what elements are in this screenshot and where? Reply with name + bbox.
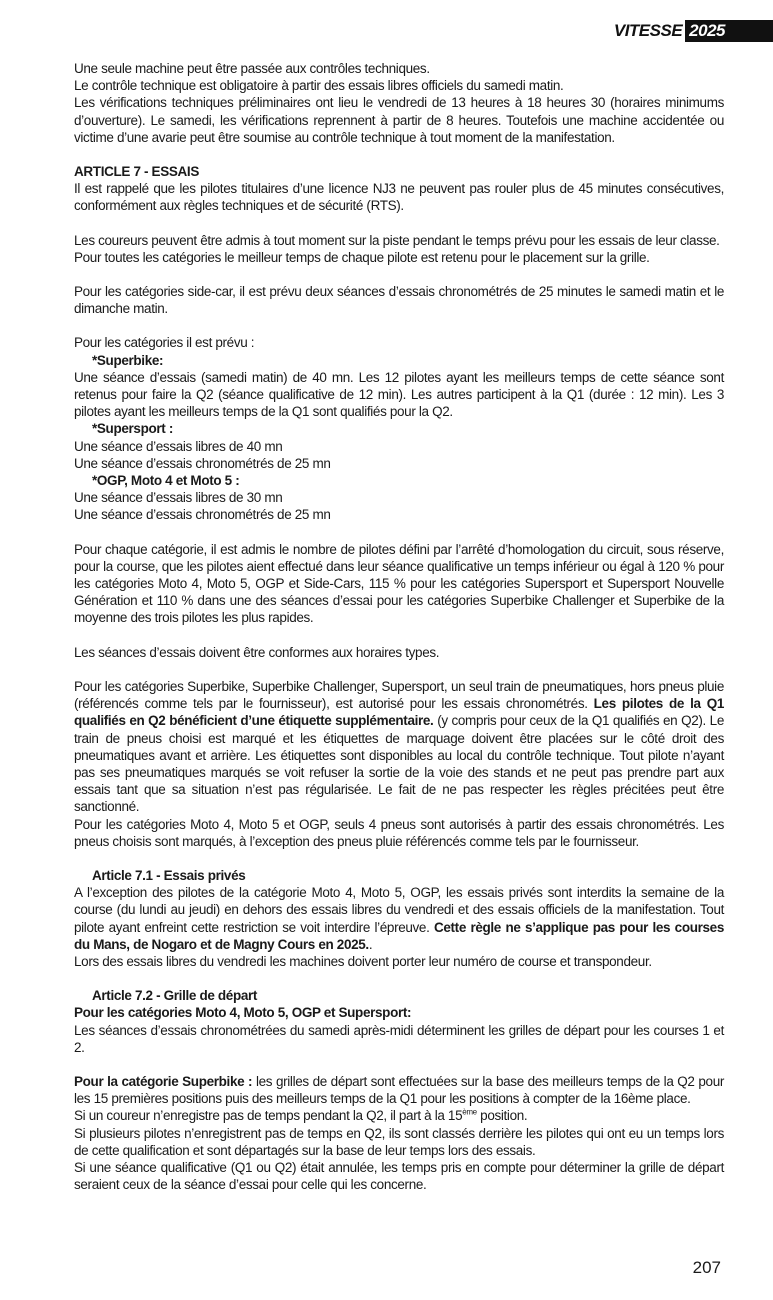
list-line: Une séance d’essais chronométrés de 25 mn xyxy=(74,455,331,471)
text-run: position. xyxy=(476,1108,528,1124)
intro-paragraph: Une seule machine peut être passée aux contrôles techniques. xyxy=(74,61,430,76)
list-line: Une séance d’essais libres de 30 mn xyxy=(74,490,283,506)
page-body xyxy=(74,60,724,1193)
paragraph: Il est rappelé que les pilotes titulaires d’une licence NJ3 ne peuvent pas rouler plus de 45 minutes consécutives, conformément aux règles techniques et de sécurité (RTS). xyxy=(74,181,724,214)
subheading: Pour les catégories Moto 4, Moto 5, OGP et Supersport: xyxy=(74,1005,412,1021)
intro-paragraph: Le contrôle technique est obligatoire à partir des essais libres officiels du samedi matin. xyxy=(74,78,564,94)
text-run: les grilles de départ sont effectuées sur la base des meilleurs temps de la Q2 pour les 15 premières positions puis des meilleurs temps de la Q1 pour les positions à compter de la 16ème place. xyxy=(74,1073,724,1107)
paragraph: Si une séance qualificative (Q1 ou Q2) était annulée, les temps pris en compte pour déterminer la grille de départ seraient ceux de la séance d’essai pour celle qui les concerne. xyxy=(74,1159,724,1193)
article-7-heading: ARTICLE 7 - ESSAIS xyxy=(74,164,199,180)
running-header xyxy=(614,19,773,43)
bold-run: Les pilotes de la Q1 qualifiés en Q2 bénéficient d’une étiquette supplémentaire. xyxy=(74,696,724,729)
paragraph: Une séance d’essais (samedi matin) de 40 mn. Les 12 pilotes ayant les meilleurs temps de cette séance sont retenus pour faire la Q2 (séance qualificative de 12 min). Les autres participent à la Q1 (durée : 12 min). Les 3 pilotes ayant les meilleurs temps de la Q1 sont qualifiés pour la Q2. xyxy=(74,369,724,420)
paragraph: Pour les catégories il est prévu : xyxy=(74,335,255,351)
text-run: A l’exception des pilotes de la catégorie Moto 4, Moto 5, OGP, les essais privés sont interdits la semaine de la course (du lundi au jeudi) en dehors des essais libres du vendredi et des essais officiels de la manifestation. Tout pilote ayant enfreint cette restriction se voit interdire l’épreuve. xyxy=(74,885,724,935)
bold-run: Cette règle ne s’applique pas pour les courses du Mans, de Nogaro et de Magny Cours en 2025. xyxy=(74,919,724,952)
paragraph: Si plusieurs pilotes n’enregistrent pas de temps en Q2, ils sont classés derrière les pilotes qui ont eu un temps lors de cette qualification et sont départagés sur la base de leur temps lors des essais. xyxy=(74,1125,724,1158)
tyre-paragraph xyxy=(74,678,724,816)
text-run: (y compris pour ceux de la Q1 qualifiés en Q2). Le train de pneus choisi est marqué et les étiquettes de marquage doivent être placées sur le côté droit des pneumatiques avant et arrière. Les étiquettes sont disponibles au local du contrôle technique. Tout pilote n’ayant pas ses pneumatiques marqués se voit refuser la sortie de la voie des stands et ne peut pas prendre part aux essais tant que sa situation n’est pas régularisée. Le fait de ne pas respecter les règles précitées peut être sanctionné. xyxy=(74,713,724,815)
private-tests-paragraph xyxy=(74,884,724,953)
page-number: 207 xyxy=(692,1258,721,1277)
text-run: Pour les catégories Superbike, Superbike Challenger, Supersport, un seul train de pneumatiques, hors pneus pluie (référencés comme tels par le fournisseur), est autorisé pour les essais chronométrés. xyxy=(74,678,724,712)
paragraph: Pour les catégories side-car, il est prévu deux séances d’essais chronométrés de 25 minutes le samedi matin et le dimanche matin. xyxy=(74,284,724,317)
text-run: . xyxy=(368,936,373,952)
header-year-badge: 2025 xyxy=(685,20,773,42)
list-line: Une séance d’essais libres de 40 mn xyxy=(74,438,283,454)
paragraph: Les séances d’essais chronométrées du samedi après-midi déterminent les grilles de départ pour les courses 1 et 2. xyxy=(74,1022,724,1055)
q2-no-time-paragraph xyxy=(74,1107,724,1124)
superscript: ème xyxy=(462,1107,477,1117)
ogp-label: *OGP, Moto 4 et Moto 5 : xyxy=(92,473,240,489)
superbike-label: *Superbike: xyxy=(92,352,164,368)
bold-run: Pour la catégorie Superbike : xyxy=(74,1073,253,1089)
paragraph: Les séances d’essais doivent être conformes aux horaires types. xyxy=(74,644,440,660)
article-7-2-heading: Article 7.2 - Grille de départ xyxy=(92,988,258,1004)
paragraph: Lors des essais libres du vendredi les machines doivent porter leur numéro de course et transpondeur. xyxy=(74,953,652,969)
paragraph: Pour les catégories Moto 4, Moto 5 et OGP, seuls 4 pneus sont autorisés à partir des essais chronométrés. Les pneus choisis sont marqués, à l’exception des pneus pluie référencés comme tels par le fournisseur. xyxy=(74,816,724,849)
article-7-1-heading: Article 7.1 - Essais privés xyxy=(92,867,246,883)
intro-paragraph: Les vérifications techniques préliminaires ont lieu le vendredi de 13 heures à 18 heures 30 (horaires minimums d’ouverture). Le samedi, les vérifications reprennent à partir de 8 heures. Toutefois une machine accidentée ou victime d’une avarie peut être soumise au contrôle technique à tout moment de la manifestation. xyxy=(74,95,724,145)
paragraph: Les coureurs peuvent être admis à tout moment sur la piste pendant le temps prévu pour les essais de leur classe. xyxy=(74,232,720,248)
header-title: VITESSE xyxy=(613,21,683,40)
paragraph: Pour chaque catégorie, il est admis le nombre de pilotes défini par l’arrêté d’homologation du circuit, sous réserve, pour la course, que les pilotes aient effectué dans leur séance qualificative un temps inférieur ou égal à 120 % pour les catégories Moto 4, Moto 5, OGP et Side-Cars, 115 % pour les catégories Supersport et Supersport Nouvelle Génération et 110 % dans une des séances d’essai pour les catégories Superbike Challenger et Superbike de la moyenne des trois pilotes les plus rapides. xyxy=(74,541,724,626)
list-line: Une séance d’essais chronométrés de 25 mn xyxy=(74,507,331,523)
paragraph: Pour toutes les catégories le meilleur temps de chaque pilote est retenu pour le placement sur la grille. xyxy=(74,249,650,265)
superbike-grid-paragraph xyxy=(74,1073,724,1107)
supersport-label: *Supersport : xyxy=(92,421,173,437)
text-run: Si un coureur n’enregistre pas de temps pendant la Q2, il part à la 15 xyxy=(74,1108,463,1124)
